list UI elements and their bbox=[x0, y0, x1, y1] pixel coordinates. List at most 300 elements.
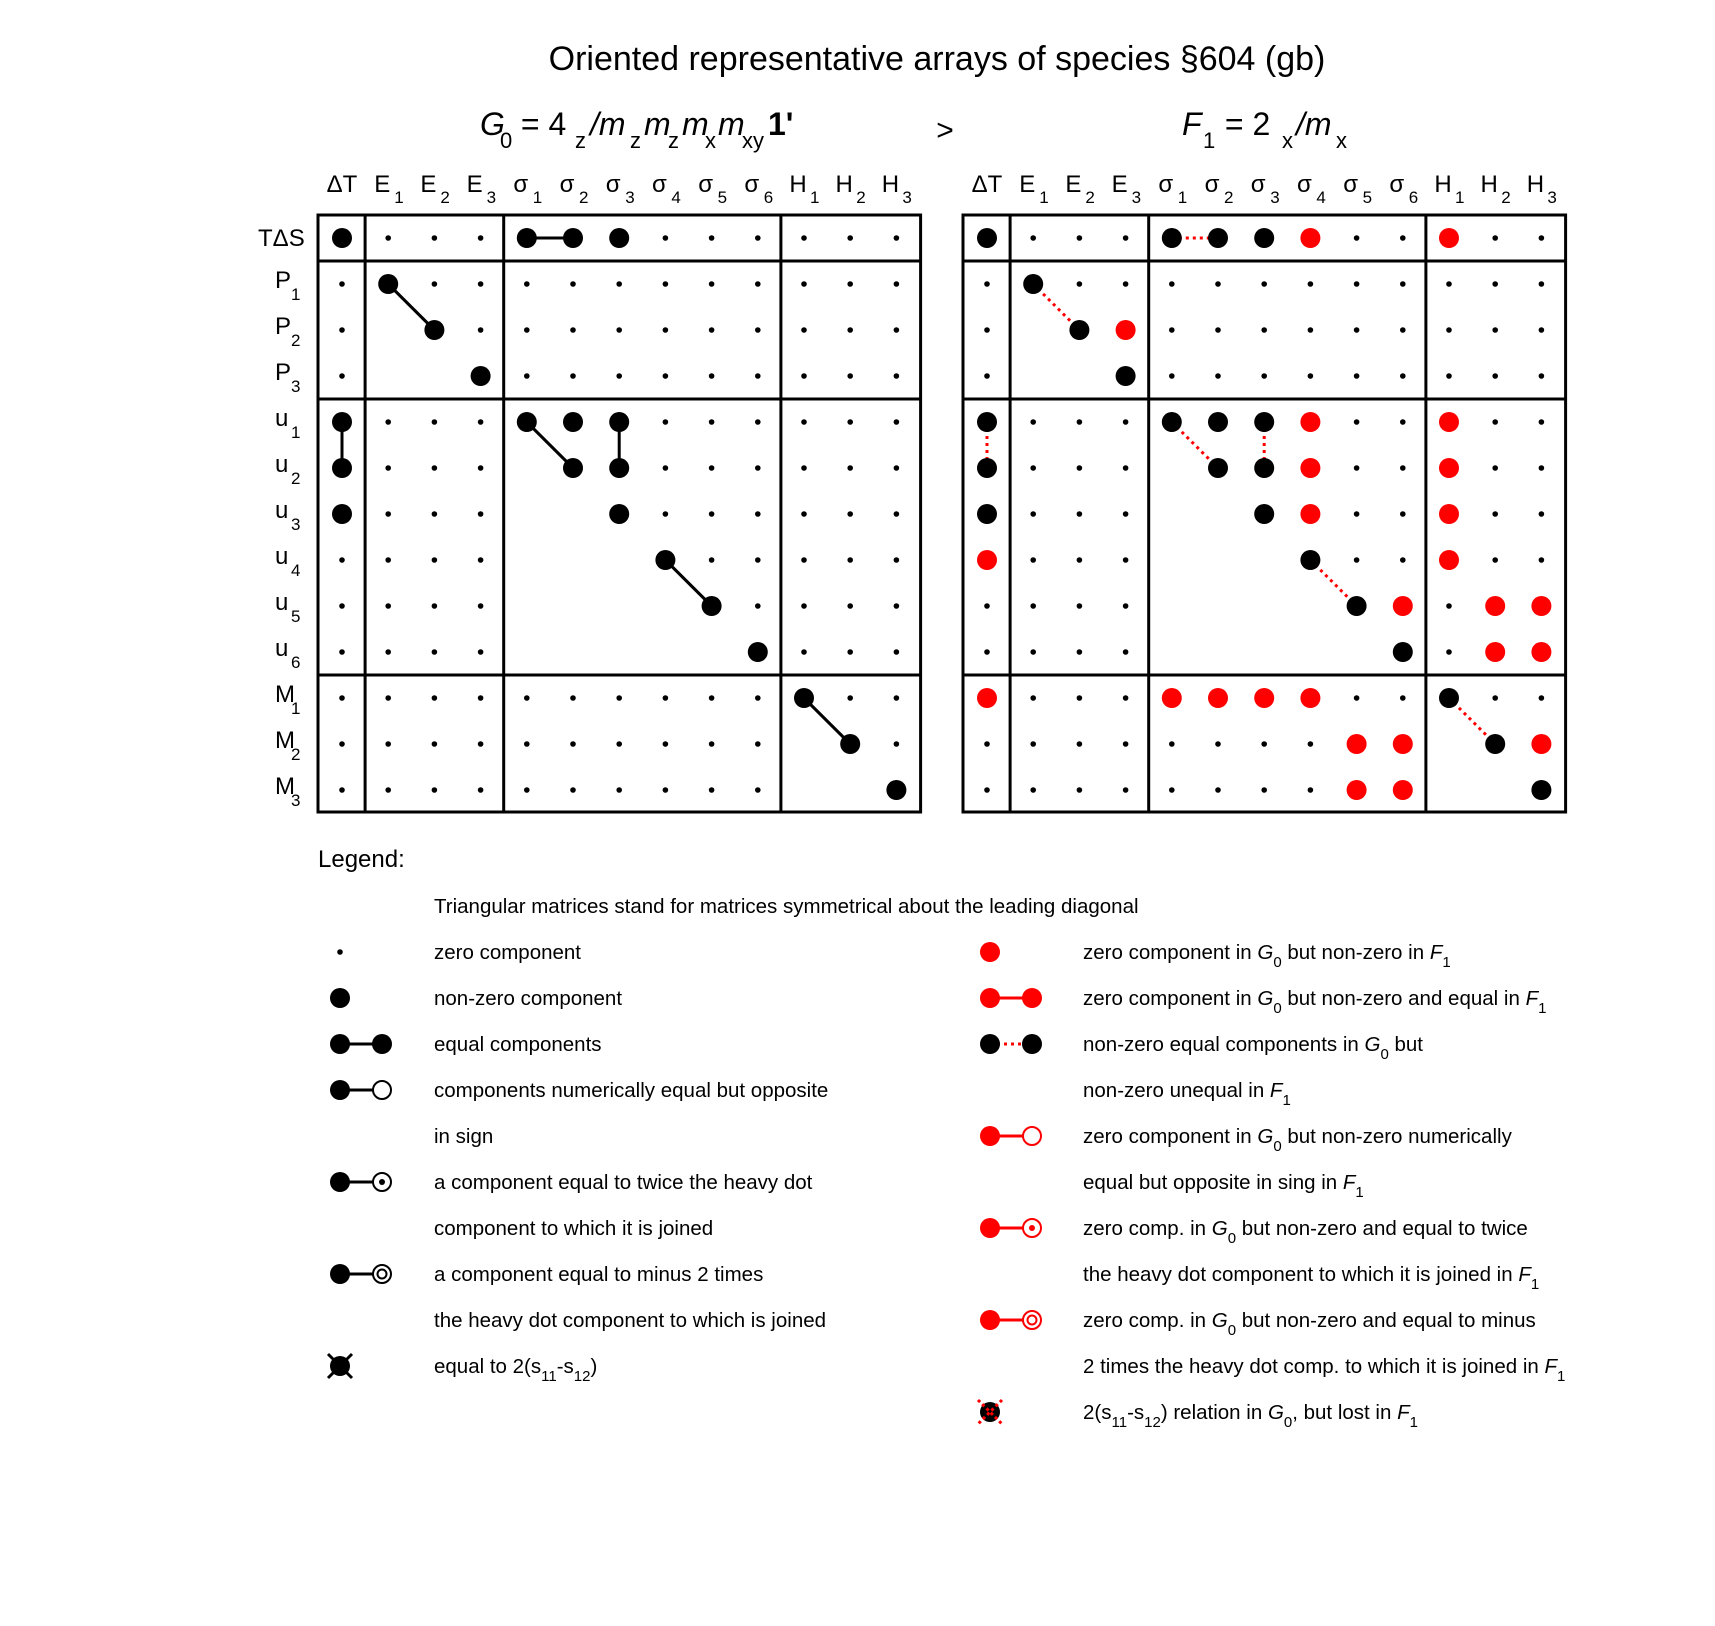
zero-component-dot bbox=[478, 603, 484, 609]
zero-component-dot bbox=[1446, 373, 1452, 379]
zero-component-dot bbox=[709, 419, 715, 425]
zero-component-dot bbox=[709, 235, 715, 241]
legend-item-line: component to which it is joined bbox=[434, 1217, 714, 1240]
zero-component-dot bbox=[1077, 281, 1083, 287]
zero-component-dot bbox=[663, 373, 669, 379]
nonzero-component-dot bbox=[702, 596, 722, 616]
column-header-sub: 5 bbox=[1362, 188, 1373, 207]
left-group-part-3-sub: xy bbox=[742, 128, 764, 153]
column-header bbox=[374, 171, 403, 207]
zero-component-dot bbox=[1354, 281, 1360, 287]
nonzero-component-dot bbox=[977, 412, 997, 432]
zero-component-dot bbox=[1400, 557, 1406, 563]
zero-component-dot bbox=[432, 419, 438, 425]
zero-component-dot bbox=[616, 373, 622, 379]
zero-component-dot bbox=[709, 281, 715, 287]
column-header-base: σ bbox=[744, 171, 760, 198]
zero-component-dot bbox=[385, 557, 391, 563]
new-nonzero-component-dot bbox=[1300, 504, 1320, 524]
column-header bbox=[1343, 171, 1372, 207]
row-label-base: u bbox=[275, 589, 289, 616]
legend bbox=[318, 846, 1565, 1431]
zero-component-dot bbox=[1123, 741, 1129, 747]
zero-component-dot bbox=[1354, 511, 1360, 517]
zero-component-dot bbox=[755, 603, 761, 609]
zero-component-dot bbox=[1539, 695, 1545, 701]
legend-right-item bbox=[978, 1400, 1418, 1431]
zero-component-dot bbox=[1539, 511, 1545, 517]
zero-component-dot bbox=[801, 419, 807, 425]
legend-item-line: the heavy dot component to which is joined bbox=[434, 1309, 827, 1332]
nonzero-component-dot bbox=[1208, 228, 1228, 248]
column-header-base: H bbox=[789, 171, 807, 198]
column-header-sub: 6 bbox=[763, 188, 774, 207]
column-header-base: σ bbox=[1204, 171, 1220, 198]
zero-component-dot bbox=[801, 327, 807, 333]
zero-component-dot bbox=[1400, 419, 1406, 425]
small-dot-symbol bbox=[337, 949, 343, 955]
row-label-base: u bbox=[275, 635, 289, 662]
column-header-sub: 1 bbox=[1039, 188, 1049, 207]
column-header-base: E bbox=[1019, 171, 1036, 198]
zero-component-dot bbox=[339, 649, 345, 655]
column-header-sub: 3 bbox=[486, 188, 497, 207]
legend-item-line: non-zero unequal in $F_1$ bbox=[1083, 1079, 1291, 1109]
zero-component-dot bbox=[1492, 327, 1498, 333]
zero-component-dot bbox=[894, 603, 900, 609]
zero-component-dot bbox=[755, 741, 761, 747]
legend-right-item bbox=[980, 1309, 1565, 1385]
new-nonzero-component-dot bbox=[977, 550, 997, 570]
zero-component-dot bbox=[1261, 281, 1267, 287]
column-header bbox=[652, 171, 681, 207]
right-group-part-0-sub: x bbox=[1336, 128, 1347, 153]
new-nonzero-component-dot bbox=[1439, 458, 1459, 478]
zero-component-dot bbox=[894, 557, 900, 563]
nonzero-component-dot bbox=[609, 228, 629, 248]
zero-component-dot bbox=[478, 787, 484, 793]
zero-component-dot bbox=[1123, 787, 1129, 793]
zero-component-dot bbox=[432, 695, 438, 701]
nonzero-component-dot bbox=[1162, 412, 1182, 432]
zero-component-dot bbox=[385, 465, 391, 471]
legend-left-item bbox=[328, 1354, 597, 1385]
zero-component-dot bbox=[801, 511, 807, 517]
zero-component-dot bbox=[339, 787, 345, 793]
column-header-sub: 4 bbox=[671, 188, 681, 207]
nonzero-component-dot bbox=[1393, 642, 1413, 662]
zero-component-dot bbox=[801, 373, 807, 379]
zero-component-dot bbox=[894, 235, 900, 241]
nonzero-component-dot bbox=[563, 228, 583, 248]
column-header-base: σ bbox=[1343, 171, 1359, 198]
column-header-base: σ bbox=[651, 171, 667, 198]
new-nonzero-component-dot bbox=[1531, 734, 1551, 754]
column-header bbox=[560, 171, 589, 207]
zero-component-dot bbox=[709, 511, 715, 517]
zero-component-dot bbox=[847, 557, 853, 563]
nonzero-component-dot bbox=[378, 274, 398, 294]
equal-pair-symbol bbox=[330, 1034, 392, 1054]
zero-component-dot bbox=[801, 603, 807, 609]
legend-item-line: non-zero equal components in $G_0$ but bbox=[1083, 1033, 1423, 1063]
zero-component-dot bbox=[709, 327, 715, 333]
column-header bbox=[327, 171, 358, 198]
row-label bbox=[275, 313, 300, 350]
legend-item-line: zero component in $G_0$ but non-zero numerically bbox=[1083, 1125, 1512, 1155]
column-header-base: σ bbox=[1296, 171, 1312, 198]
zero-component-dot bbox=[478, 741, 484, 747]
right-group-symbol: F bbox=[1182, 106, 1202, 142]
column-header-sub: 2 bbox=[440, 188, 450, 207]
left-group-part-3: m bbox=[718, 106, 745, 142]
zero-component-dot bbox=[755, 695, 761, 701]
column-header bbox=[420, 171, 449, 207]
legend-item-line: a component equal to twice the heavy dot bbox=[434, 1171, 813, 1194]
zero-component-dot bbox=[339, 281, 345, 287]
zero-component-dot bbox=[1030, 235, 1036, 241]
column-header-base: H bbox=[1526, 171, 1545, 198]
zero-component-dot bbox=[847, 327, 853, 333]
zero-component-dot bbox=[894, 327, 900, 333]
column-header-base: σ bbox=[1158, 171, 1174, 198]
zero-component-dot bbox=[524, 327, 530, 333]
legend-item-line: the heavy dot component to which it is joined in $F_1$ bbox=[1083, 1263, 1540, 1293]
nonzero-component-dot bbox=[609, 458, 629, 478]
red-opposite-pair-symbol bbox=[980, 1126, 1041, 1146]
zero-component-dot bbox=[663, 511, 669, 517]
new-nonzero-component-dot bbox=[1116, 320, 1136, 340]
row-label-sub: 1 bbox=[291, 423, 301, 442]
zero-component-dot bbox=[385, 695, 391, 701]
nonzero-component-dot bbox=[655, 550, 675, 570]
zero-component-dot bbox=[894, 695, 900, 701]
row-label bbox=[275, 727, 300, 764]
legend-item-line: equal but opposite in sing in $F_1$ bbox=[1083, 1171, 1364, 1201]
legend-left-item bbox=[330, 1079, 828, 1148]
zero-component-dot bbox=[524, 741, 530, 747]
zero-component-dot bbox=[1123, 557, 1129, 563]
right-group-header bbox=[1182, 106, 1347, 153]
right-group-eq: = 2 bbox=[1216, 106, 1271, 142]
zero-component-dot bbox=[1169, 281, 1175, 287]
zero-component-dot bbox=[1400, 281, 1406, 287]
zero-component-dot bbox=[432, 235, 438, 241]
zero-component-dot bbox=[1215, 327, 1221, 333]
zero-component-dot bbox=[1354, 557, 1360, 563]
new-nonzero-component-dot bbox=[1254, 688, 1274, 708]
zero-component-dot bbox=[984, 281, 990, 287]
zero-component-dot bbox=[894, 465, 900, 471]
legend-item-line: equal to $2(s_{11}-s_{12})$ bbox=[434, 1355, 598, 1385]
zero-component-dot bbox=[616, 327, 622, 333]
zero-component-dot bbox=[1400, 511, 1406, 517]
zero-component-dot bbox=[1400, 373, 1406, 379]
legend-item-line: zero component bbox=[434, 941, 582, 964]
column-header bbox=[1065, 171, 1094, 207]
row-label bbox=[275, 543, 300, 580]
row-label bbox=[275, 451, 300, 488]
zero-component-dot bbox=[1215, 741, 1221, 747]
zero-component-dot bbox=[432, 603, 438, 609]
legend-item-line: components numerically equal but opposite bbox=[434, 1079, 829, 1102]
zero-component-dot bbox=[1261, 327, 1267, 333]
row-label bbox=[275, 405, 300, 442]
column-header-base: ΔT bbox=[326, 171, 358, 198]
zero-component-dot bbox=[1539, 235, 1545, 241]
row-label-base: u bbox=[275, 405, 289, 432]
column-header-base: H bbox=[1434, 171, 1452, 198]
nonzero-component-dot bbox=[517, 228, 537, 248]
new-nonzero-component-dot bbox=[1439, 412, 1459, 432]
column-header-base: E bbox=[420, 171, 437, 198]
zero-component-dot bbox=[894, 511, 900, 517]
zero-component-dot bbox=[709, 787, 715, 793]
new-nonzero-component-dot bbox=[1531, 596, 1551, 616]
zero-component-dot bbox=[385, 787, 391, 793]
zero-component-dot bbox=[847, 373, 853, 379]
zero-component-dot bbox=[709, 373, 715, 379]
zero-component-dot bbox=[894, 281, 900, 287]
zero-component-dot bbox=[1077, 557, 1083, 563]
new-nonzero-component-dot bbox=[977, 688, 997, 708]
zero-component-dot bbox=[339, 327, 345, 333]
new-nonzero-component-dot bbox=[1485, 596, 1505, 616]
zero-component-dot bbox=[1077, 603, 1083, 609]
zero-component-dot bbox=[1446, 603, 1452, 609]
new-nonzero-component-dot bbox=[1531, 642, 1551, 662]
zero-component-dot bbox=[663, 695, 669, 701]
zero-component-dot bbox=[432, 787, 438, 793]
row-label-sub: 2 bbox=[291, 469, 301, 488]
zero-component-dot bbox=[755, 327, 761, 333]
zero-component-dot bbox=[524, 787, 530, 793]
nonzero-component-dot bbox=[1023, 274, 1043, 294]
column-header-sub: 3 bbox=[902, 188, 912, 207]
column-header-sub: 3 bbox=[1131, 188, 1142, 207]
new-nonzero-component-dot bbox=[1393, 780, 1413, 800]
row-label-base: M bbox=[275, 681, 295, 708]
zero-component-dot bbox=[1215, 373, 1221, 379]
nonzero-component-dot bbox=[1116, 366, 1136, 386]
zero-component-dot bbox=[1446, 649, 1452, 655]
nonzero-component-dot bbox=[609, 504, 629, 524]
nonzero-component-dot bbox=[1531, 780, 1551, 800]
zero-component-dot bbox=[478, 557, 484, 563]
zero-component-dot bbox=[1123, 649, 1129, 655]
legend-right-item bbox=[980, 1217, 1539, 1293]
zero-component-dot bbox=[339, 741, 345, 747]
row-label-sub: 3 bbox=[291, 377, 301, 396]
nonzero-component-dot bbox=[1254, 504, 1274, 524]
new-nonzero-component-dot bbox=[1393, 596, 1413, 616]
legend-item-line: zero comp. in $G_0$ but non-zero and equal to minus bbox=[1083, 1309, 1536, 1339]
zero-component-dot bbox=[1400, 235, 1406, 241]
row-label-base: P bbox=[275, 313, 292, 340]
legend-left-item bbox=[330, 1263, 826, 1332]
legend-left-item bbox=[330, 1033, 602, 1056]
zero-component-dot bbox=[984, 741, 990, 747]
left-group-part-0-sub: z bbox=[630, 128, 641, 153]
zero-component-dot bbox=[1308, 787, 1314, 793]
zero-component-dot bbox=[339, 695, 345, 701]
nonzero-component-dot bbox=[471, 366, 491, 386]
zero-component-dot bbox=[801, 281, 807, 287]
new-nonzero-component-dot bbox=[1393, 734, 1413, 754]
zero-component-dot bbox=[1539, 419, 1545, 425]
left-group-header bbox=[480, 106, 793, 153]
zero-component-dot bbox=[894, 741, 900, 747]
zero-component-dot bbox=[570, 281, 576, 287]
left-group-part-0: /m bbox=[590, 106, 626, 142]
row-label bbox=[275, 497, 300, 534]
zero-component-dot bbox=[1492, 695, 1498, 701]
right-matrix bbox=[963, 171, 1566, 812]
zero-component-dot bbox=[1400, 327, 1406, 333]
nonzero-component-dot bbox=[517, 412, 537, 432]
zero-component-dot bbox=[1492, 235, 1498, 241]
zero-component-dot bbox=[1123, 603, 1129, 609]
red-minus-two-pair-symbol bbox=[980, 1310, 1041, 1330]
left-group-symbol: G bbox=[480, 106, 505, 142]
new-nonzero-component-dot bbox=[1347, 734, 1367, 754]
zero-component-dot bbox=[1400, 695, 1406, 701]
zero-component-dot bbox=[1215, 787, 1221, 793]
new-nonzero-component-dot bbox=[1300, 228, 1320, 248]
right-group-first-sub: x bbox=[1282, 128, 1293, 153]
zero-component-dot bbox=[847, 465, 853, 471]
zero-component-dot bbox=[755, 557, 761, 563]
left-group-eq: = 4 bbox=[512, 106, 567, 142]
column-header bbox=[1019, 171, 1048, 207]
zero-component-dot bbox=[1123, 465, 1129, 471]
zero-component-dot bbox=[984, 787, 990, 793]
column-header-sub: 1 bbox=[1455, 188, 1465, 207]
right-group-symbol-sub: 1 bbox=[1203, 128, 1216, 153]
nonzero-component-dot bbox=[563, 412, 583, 432]
zero-component-dot bbox=[432, 649, 438, 655]
zero-component-dot bbox=[1539, 373, 1545, 379]
zero-component-dot bbox=[1077, 649, 1083, 655]
row-label-base: M bbox=[275, 727, 295, 754]
column-header-base: σ bbox=[605, 171, 621, 198]
column-header-sub: 5 bbox=[717, 188, 728, 207]
zero-component-dot bbox=[1261, 787, 1267, 793]
zero-component-dot bbox=[1354, 327, 1360, 333]
zero-component-dot bbox=[339, 557, 345, 563]
nonzero-component-dot bbox=[1300, 550, 1320, 570]
row-label-sub: 2 bbox=[291, 331, 301, 350]
zero-component-dot bbox=[616, 741, 622, 747]
new-nonzero-component-dot bbox=[1162, 688, 1182, 708]
zero-component-dot bbox=[1123, 695, 1129, 701]
nonzero-component-dot bbox=[1254, 228, 1274, 248]
zero-component-dot bbox=[1123, 419, 1129, 425]
zero-component-dot bbox=[570, 787, 576, 793]
zero-component-dot bbox=[709, 695, 715, 701]
zero-component-dot bbox=[1215, 281, 1221, 287]
zero-component-dot bbox=[1077, 741, 1083, 747]
row-label bbox=[258, 225, 305, 252]
row-label-base: P bbox=[275, 267, 292, 294]
row-label bbox=[275, 589, 300, 626]
zero-component-dot bbox=[385, 741, 391, 747]
zero-component-dot bbox=[1539, 327, 1545, 333]
zero-component-dot bbox=[801, 235, 807, 241]
matrices bbox=[258, 171, 1566, 812]
opposite-pair-symbol bbox=[330, 1080, 391, 1100]
zero-component-dot bbox=[1077, 511, 1083, 517]
legend-item-line: a component equal to minus 2 times bbox=[434, 1263, 764, 1286]
legend-item-line: 2 times the heavy dot comp. to which it is joined in $F_1$ bbox=[1083, 1355, 1566, 1385]
zero-component-dot bbox=[432, 741, 438, 747]
zero-component-dot bbox=[1077, 787, 1083, 793]
zero-component-dot bbox=[1354, 695, 1360, 701]
zero-component-dot bbox=[1030, 465, 1036, 471]
row-label-sub: 4 bbox=[291, 561, 301, 580]
zero-component-dot bbox=[847, 695, 853, 701]
legend-note: Triangular matrices stand for matrices symmetrical about the leading diagonal bbox=[434, 895, 1139, 918]
column-header-sub: 6 bbox=[1408, 188, 1419, 207]
nonzero-component-dot bbox=[332, 458, 352, 478]
zero-component-dot bbox=[847, 511, 853, 517]
new-nonzero-component-dot bbox=[1485, 642, 1505, 662]
row-label-base: u bbox=[275, 497, 289, 524]
zero-component-dot bbox=[478, 511, 484, 517]
nonzero-component-dot bbox=[332, 228, 352, 248]
left-group-part-1-sub: z bbox=[668, 128, 679, 153]
nonzero-component-dot bbox=[1254, 458, 1274, 478]
column-header bbox=[1297, 171, 1326, 207]
left-group-part-1: m bbox=[644, 106, 671, 142]
zero-component-dot bbox=[1123, 281, 1129, 287]
zero-component-dot bbox=[663, 787, 669, 793]
zero-component-dot bbox=[478, 695, 484, 701]
column-header bbox=[882, 171, 912, 207]
zero-component-dot bbox=[524, 373, 530, 379]
zero-component-dot bbox=[755, 465, 761, 471]
zero-component-dot bbox=[432, 281, 438, 287]
zero-component-dot bbox=[1492, 373, 1498, 379]
column-header-sub: 2 bbox=[1085, 188, 1095, 207]
column-header-base: H bbox=[1480, 171, 1498, 198]
zero-component-dot bbox=[1030, 557, 1036, 563]
twice-pair-symbol bbox=[330, 1172, 391, 1192]
column-header-base: H bbox=[881, 171, 900, 198]
zero-component-dot bbox=[847, 603, 853, 609]
zero-component-dot bbox=[1123, 235, 1129, 241]
column-header bbox=[1389, 171, 1418, 207]
zero-component-dot bbox=[616, 281, 622, 287]
zero-component-dot bbox=[755, 419, 761, 425]
left-matrix bbox=[318, 171, 921, 812]
right-group-part-0: /m bbox=[1296, 106, 1332, 142]
zero-component-dot bbox=[894, 419, 900, 425]
column-header-sub: 1 bbox=[394, 188, 404, 207]
zero-component-dot bbox=[1169, 787, 1175, 793]
zero-component-dot bbox=[984, 603, 990, 609]
zero-component-dot bbox=[847, 419, 853, 425]
zero-component-dot bbox=[1354, 419, 1360, 425]
zero-component-dot bbox=[663, 419, 669, 425]
legend-item-line: in sign bbox=[434, 1125, 494, 1148]
zero-component-dot bbox=[1030, 787, 1036, 793]
zero-component-dot bbox=[1308, 281, 1314, 287]
column-header bbox=[698, 171, 727, 207]
zero-component-dot bbox=[385, 235, 391, 241]
zero-component-dot bbox=[1354, 373, 1360, 379]
column-header-base: σ bbox=[1250, 171, 1266, 198]
